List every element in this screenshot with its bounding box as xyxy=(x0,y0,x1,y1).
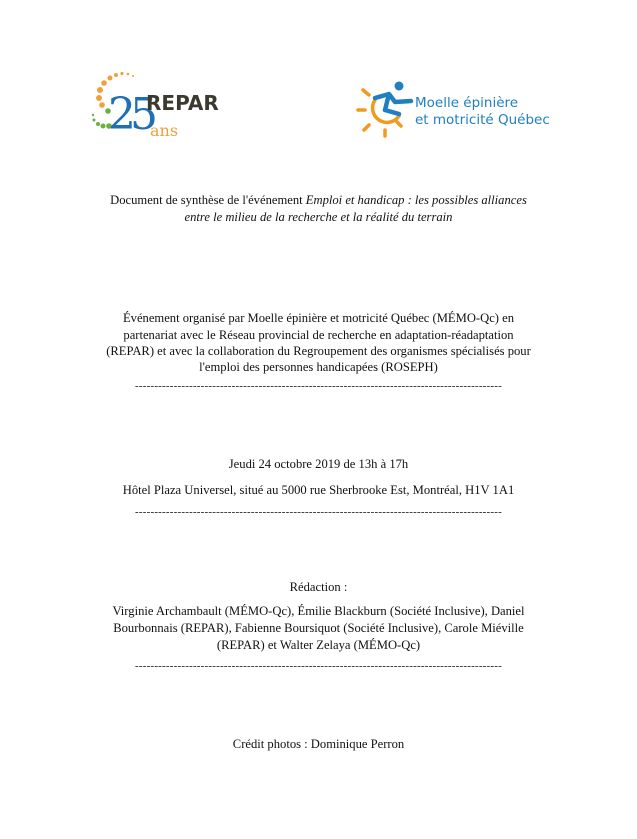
repar-25-ans-logo xyxy=(90,68,230,148)
repar-anniversary-word: ans xyxy=(150,121,179,140)
memo-name-line1: Moelle épinière xyxy=(415,95,519,111)
repar-name: REPAR xyxy=(146,91,219,115)
wheelchair-sun-icon xyxy=(355,78,415,138)
event-name-part2: entre le milieu de la recherche et la réalité du terrain xyxy=(184,210,453,224)
memo-name-line2: et motricité Québec xyxy=(415,112,550,128)
redaction-heading: Rédaction : xyxy=(289,580,348,594)
title-prefix: Document de synthèse de l'événement xyxy=(110,193,306,207)
event-date: Jeudi 24 octobre 2019 de 13h à 17h xyxy=(228,457,409,471)
redaction-authors-line: Virginie Archambault (MÉMO-Qc), Émilie Blackburn (Société Inclusive), Daniel xyxy=(112,604,525,618)
organizers-line: Événement organisé par Moelle épinière et motricité Québec (MÉMO-Qc) en xyxy=(122,311,515,325)
event-location: Hôtel Plaza Universel, situé au 5000 rue Sherbrooke Est, Montréal, H1V 1A1 xyxy=(122,483,515,497)
document-title-line1 xyxy=(0,192,637,209)
organizers-line: partenariat avec le Réseau provincial de recherche en adaptation-réadaptation xyxy=(123,328,514,342)
repar-anniversary-number: 25 xyxy=(108,89,152,140)
document-title-line2 xyxy=(0,209,637,226)
memo-qc-logo xyxy=(355,78,555,138)
separator-line: ----------------------------------------------------------------------------------------------- xyxy=(135,506,502,518)
event-name-part1: Emploi et handicap : les possibles alliances xyxy=(305,193,527,207)
redaction-authors-line: (REPAR) et Walter Zelaya (MÉMO-Qc) xyxy=(216,638,421,652)
photo-credits: Crédit photos : Dominique Perron xyxy=(232,737,405,751)
separator-line: ----------------------------------------------------------------------------------------------- xyxy=(135,380,502,392)
separator-line: ----------------------------------------------------------------------------------------------- xyxy=(135,660,502,672)
redaction-authors-line: Bourbonnais (REPAR), Fabienne Boursiquot (Société Inclusive), Carole Miéville xyxy=(113,621,524,635)
organizers-line: l'emploi des personnes handicapées (ROSEPH) xyxy=(199,360,438,374)
organizers-line: (REPAR) et avec la collaboration du Regroupement des organismes spécialisés pour xyxy=(106,344,531,358)
